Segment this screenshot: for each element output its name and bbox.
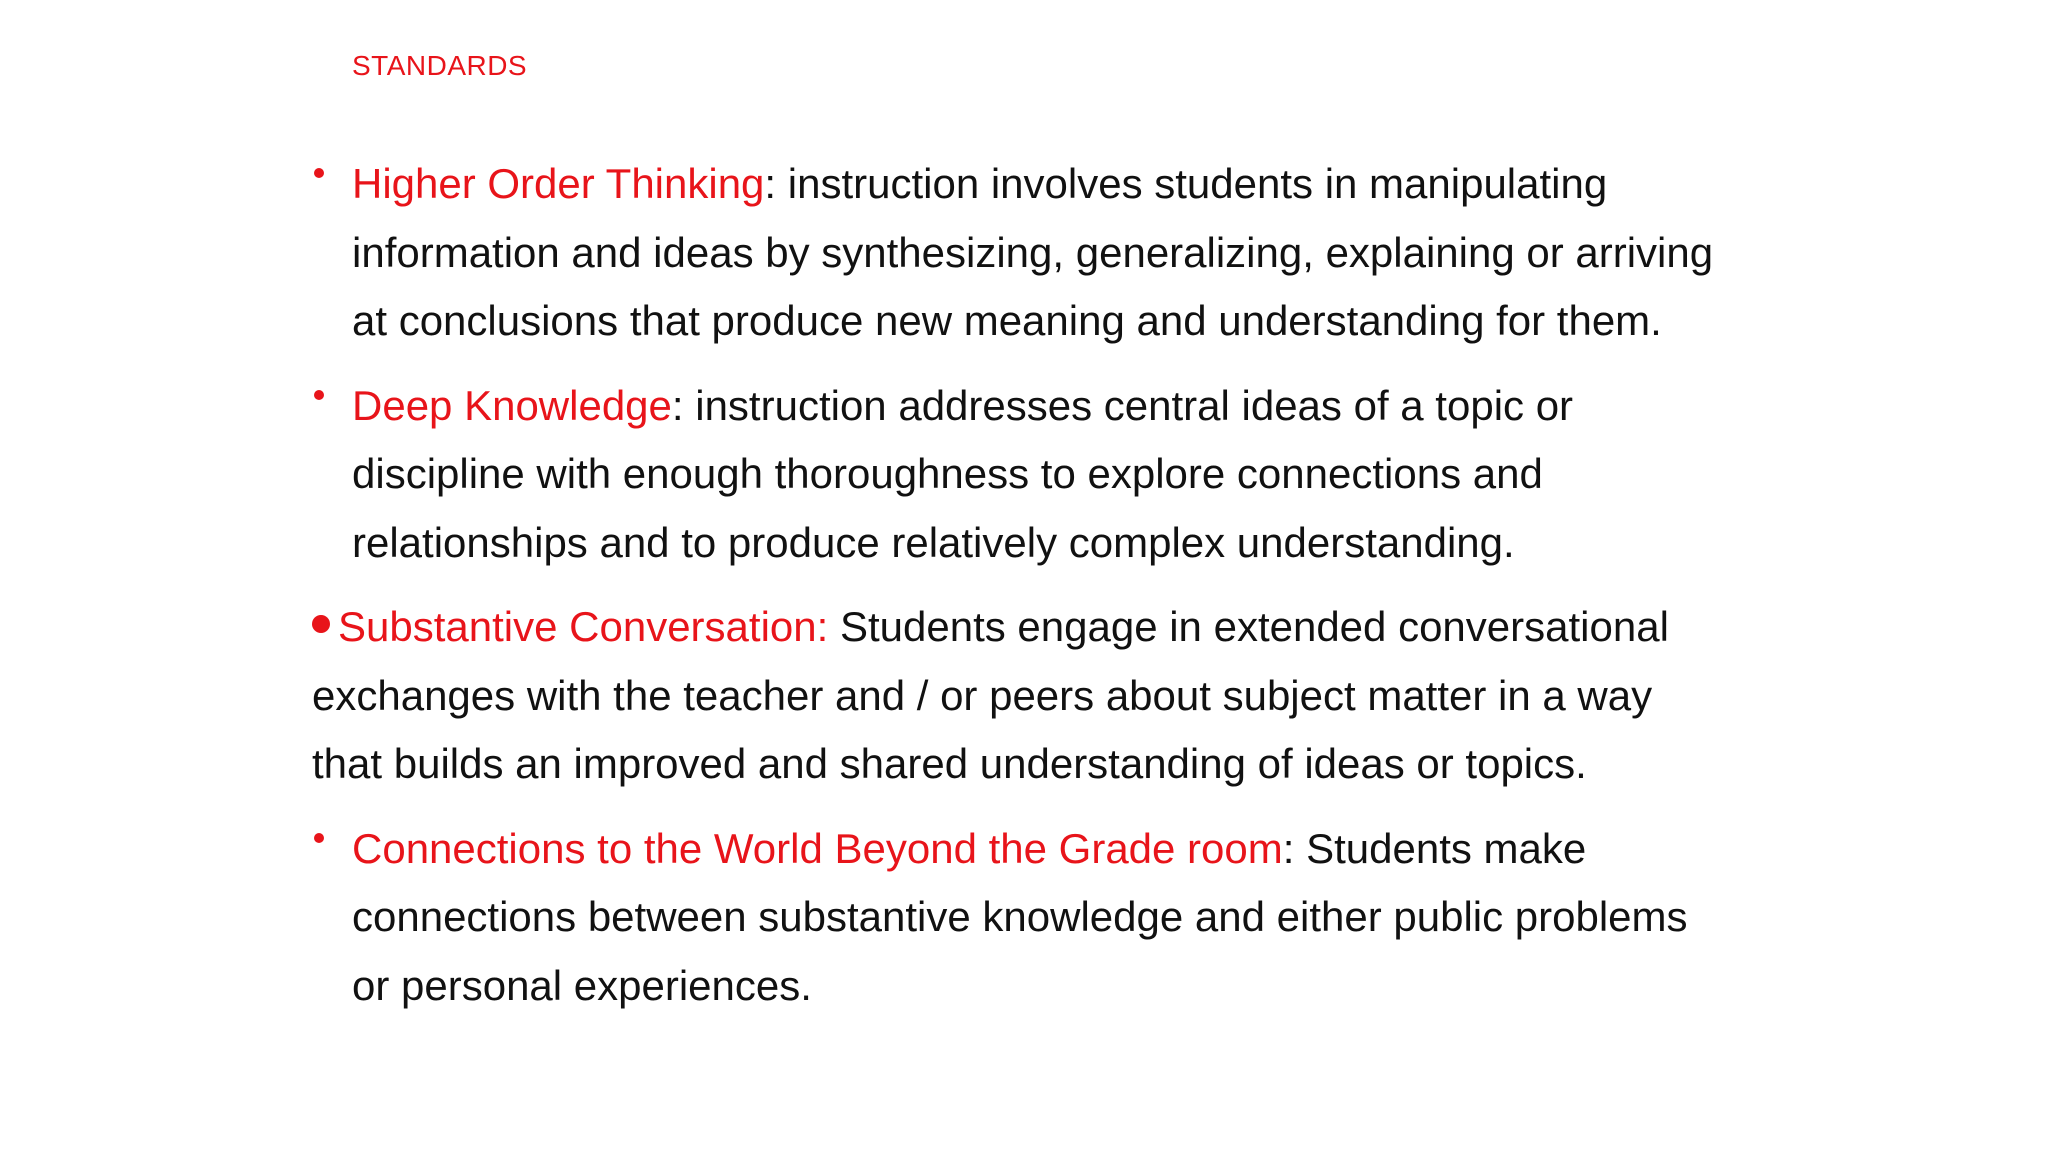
term-label: Deep Knowledge [352,381,672,429]
standards-list [312,150,1732,1036]
term-label: Connections to the World Beyond the Grade room [352,824,1283,872]
slide-heading: STANDARDS [352,50,528,81]
bullet-icon [314,833,324,843]
list-item-substantive-conversation [312,593,1732,799]
term-label: Higher Order Thinking [352,160,765,207]
list-item-connections-beyond [312,815,1732,1021]
bullet-icon [314,390,324,400]
term-description: Students engage in extended conversational exchanges with the teacher and / or peers about subject matter in a way that builds an improved and shared understanding of ideas or topics. [312,603,1669,787]
term-description: : instruction addresses central ideas of a topic or discipline with enough thoroughness to explore connections and relationships and to produce relatively complex understanding. [352,381,1574,566]
term-description: : Students make connections between substantive knowledge and either public problems or personal experiences. [352,824,1688,1009]
term-description: : instruction involves students in manipulating information and ideas by synthesizing, generalizing, explaining or arriving at conclusions that produce new meaning and understanding for them. [352,160,1714,344]
list-item-higher-order-thinking [312,150,1732,356]
bullet-icon [314,168,324,178]
term-label: Substantive Conversation: [338,603,829,650]
list-item-deep-knowledge [312,372,1732,578]
bullet-icon [312,615,330,633]
